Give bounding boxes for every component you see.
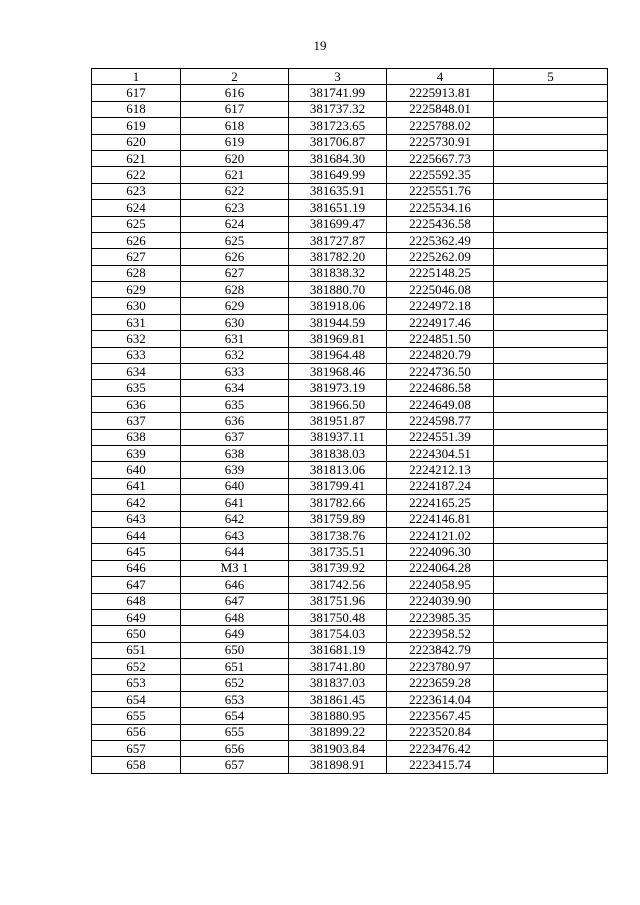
note-cell (494, 544, 608, 560)
note-cell (494, 626, 608, 642)
note-cell (494, 577, 608, 593)
previous-point-cell: 620 (181, 150, 289, 166)
y-coordinate-cell: 2224598.77 (387, 413, 494, 429)
table-row (92, 331, 608, 347)
point-number-cell: 620 (92, 134, 181, 150)
x-coordinate-cell: 381750.48 (289, 609, 387, 625)
previous-point-cell: 639 (181, 462, 289, 478)
x-coordinate-cell: 381861.45 (289, 691, 387, 707)
previous-point-cell: 640 (181, 478, 289, 494)
y-coordinate-cell: 2225730.91 (387, 134, 494, 150)
table-row (92, 101, 608, 117)
point-number-cell: 631 (92, 314, 181, 330)
previous-point-cell: 656 (181, 741, 289, 757)
y-coordinate-cell: 2224058.95 (387, 577, 494, 593)
table-row (92, 609, 608, 625)
y-coordinate-cell: 2223520.84 (387, 724, 494, 740)
previous-point-cell: 637 (181, 429, 289, 445)
previous-point-cell: 655 (181, 724, 289, 740)
x-coordinate-cell: 381651.19 (289, 200, 387, 216)
x-coordinate-cell: 381969.81 (289, 331, 387, 347)
x-coordinate-cell: 381880.70 (289, 282, 387, 298)
y-coordinate-cell: 2225913.81 (387, 85, 494, 101)
table-row (92, 511, 608, 527)
note-cell (494, 118, 608, 134)
table-row (92, 150, 608, 166)
column-header: 4 (387, 69, 494, 85)
y-coordinate-cell: 2224736.50 (387, 364, 494, 380)
point-number-cell: 639 (92, 445, 181, 461)
x-coordinate-cell: 381723.65 (289, 118, 387, 134)
previous-point-cell: 625 (181, 232, 289, 248)
previous-point-cell: 623 (181, 200, 289, 216)
x-coordinate-cell: 381782.66 (289, 495, 387, 511)
previous-point-cell: 657 (181, 757, 289, 773)
note-cell (494, 200, 608, 216)
previous-point-cell: 621 (181, 167, 289, 183)
table-header-row (92, 69, 608, 85)
previous-point-cell: 654 (181, 708, 289, 724)
x-coordinate-cell: 381754.03 (289, 626, 387, 642)
coordinates-table (91, 68, 608, 774)
x-coordinate-cell: 381918.06 (289, 298, 387, 314)
previous-point-cell: 624 (181, 216, 289, 232)
x-coordinate-cell: 381699.47 (289, 216, 387, 232)
point-number-cell: 648 (92, 593, 181, 609)
y-coordinate-cell: 2224820.79 (387, 347, 494, 363)
y-coordinate-cell: 2223415.74 (387, 757, 494, 773)
previous-point-cell: 629 (181, 298, 289, 314)
table-row (92, 364, 608, 380)
previous-point-cell: 631 (181, 331, 289, 347)
note-cell (494, 314, 608, 330)
point-number-cell: 618 (92, 101, 181, 117)
note-cell (494, 757, 608, 773)
note-cell (494, 298, 608, 314)
y-coordinate-cell: 2225148.25 (387, 265, 494, 281)
point-number-cell: 626 (92, 232, 181, 248)
y-coordinate-cell: 2224165.25 (387, 495, 494, 511)
x-coordinate-cell: 381951.87 (289, 413, 387, 429)
table-row (92, 282, 608, 298)
x-coordinate-cell: 381880.95 (289, 708, 387, 724)
note-cell (494, 495, 608, 511)
previous-point-cell: 651 (181, 659, 289, 675)
table-row (92, 298, 608, 314)
note-cell (494, 560, 608, 576)
note-cell (494, 445, 608, 461)
note-cell (494, 527, 608, 543)
x-coordinate-cell: 381684.30 (289, 150, 387, 166)
y-coordinate-cell: 2224096.30 (387, 544, 494, 560)
point-number-cell: 630 (92, 298, 181, 314)
note-cell (494, 150, 608, 166)
x-coordinate-cell: 381799.41 (289, 478, 387, 494)
table-row (92, 462, 608, 478)
previous-point-cell: 622 (181, 183, 289, 199)
table-row (92, 118, 608, 134)
note-cell (494, 708, 608, 724)
x-coordinate-cell: 381937.11 (289, 429, 387, 445)
previous-point-cell: 648 (181, 609, 289, 625)
y-coordinate-cell: 2224851.50 (387, 331, 494, 347)
point-number-cell: 657 (92, 741, 181, 757)
table-row (92, 757, 608, 773)
previous-point-cell: 643 (181, 527, 289, 543)
table-row (92, 560, 608, 576)
x-coordinate-cell: 381735.51 (289, 544, 387, 560)
table-row (92, 429, 608, 445)
table-row (92, 593, 608, 609)
y-coordinate-cell: 2223842.79 (387, 642, 494, 658)
point-number-cell: 624 (92, 200, 181, 216)
previous-point-cell: 633 (181, 364, 289, 380)
table-row (92, 183, 608, 199)
x-coordinate-cell: 381649.99 (289, 167, 387, 183)
y-coordinate-cell: 2223985.35 (387, 609, 494, 625)
table-row (92, 249, 608, 265)
x-coordinate-cell: 381964.48 (289, 347, 387, 363)
column-header: 5 (494, 69, 608, 85)
y-coordinate-cell: 2223614.04 (387, 691, 494, 707)
note-cell (494, 396, 608, 412)
point-number-cell: 637 (92, 413, 181, 429)
x-coordinate-cell: 381759.89 (289, 511, 387, 527)
note-cell (494, 85, 608, 101)
table-row (92, 659, 608, 675)
point-number-cell: 622 (92, 167, 181, 183)
x-coordinate-cell: 381738.76 (289, 527, 387, 543)
x-coordinate-cell: 381973.19 (289, 380, 387, 396)
point-number-cell: 654 (92, 691, 181, 707)
previous-point-cell: 619 (181, 134, 289, 150)
table-row (92, 741, 608, 757)
previous-point-cell: 618 (181, 118, 289, 134)
y-coordinate-cell: 2224146.81 (387, 511, 494, 527)
y-coordinate-cell: 2224121.02 (387, 527, 494, 543)
x-coordinate-cell: 381739.92 (289, 560, 387, 576)
x-coordinate-cell: 381813.06 (289, 462, 387, 478)
note-cell (494, 675, 608, 691)
y-coordinate-cell: 2223659.28 (387, 675, 494, 691)
point-number-cell: 627 (92, 249, 181, 265)
x-coordinate-cell: 381966.50 (289, 396, 387, 412)
x-coordinate-cell: 381838.32 (289, 265, 387, 281)
previous-point-cell: 646 (181, 577, 289, 593)
x-coordinate-cell: 381737.32 (289, 101, 387, 117)
x-coordinate-cell: 381741.99 (289, 85, 387, 101)
table-row (92, 134, 608, 150)
note-cell (494, 183, 608, 199)
x-coordinate-cell: 381706.87 (289, 134, 387, 150)
note-cell (494, 167, 608, 183)
point-number-cell: 643 (92, 511, 181, 527)
y-coordinate-cell: 2224212.13 (387, 462, 494, 478)
point-number-cell: 655 (92, 708, 181, 724)
previous-point-cell: МЗ 1 (181, 560, 289, 576)
previous-point-cell: 616 (181, 85, 289, 101)
previous-point-cell: 642 (181, 511, 289, 527)
table-row (92, 85, 608, 101)
x-coordinate-cell: 381899.22 (289, 724, 387, 740)
y-coordinate-cell: 2225667.73 (387, 150, 494, 166)
y-coordinate-cell: 2225534.16 (387, 200, 494, 216)
note-cell (494, 741, 608, 757)
point-number-cell: 641 (92, 478, 181, 494)
previous-point-cell: 630 (181, 314, 289, 330)
column-header: 1 (92, 69, 181, 85)
x-coordinate-cell: 381968.46 (289, 364, 387, 380)
table-row (92, 265, 608, 281)
table-row (92, 691, 608, 707)
table-row (92, 396, 608, 412)
y-coordinate-cell: 2224039.90 (387, 593, 494, 609)
y-coordinate-cell: 2223567.45 (387, 708, 494, 724)
note-cell (494, 282, 608, 298)
y-coordinate-cell: 2224686.58 (387, 380, 494, 396)
y-coordinate-cell: 2225848.01 (387, 101, 494, 117)
previous-point-cell: 627 (181, 265, 289, 281)
point-number-cell: 633 (92, 347, 181, 363)
previous-point-cell: 628 (181, 282, 289, 298)
table-row (92, 413, 608, 429)
x-coordinate-cell: 381944.59 (289, 314, 387, 330)
point-number-cell: 652 (92, 659, 181, 675)
point-number-cell: 638 (92, 429, 181, 445)
previous-point-cell: 634 (181, 380, 289, 396)
point-number-cell: 658 (92, 757, 181, 773)
note-cell (494, 364, 608, 380)
y-coordinate-cell: 2225362.49 (387, 232, 494, 248)
y-coordinate-cell: 2224187.24 (387, 478, 494, 494)
previous-point-cell: 647 (181, 593, 289, 609)
note-cell (494, 331, 608, 347)
table-row (92, 445, 608, 461)
x-coordinate-cell: 381741.80 (289, 659, 387, 675)
note-cell (494, 134, 608, 150)
y-coordinate-cell: 2224972.18 (387, 298, 494, 314)
point-number-cell: 650 (92, 626, 181, 642)
previous-point-cell: 653 (181, 691, 289, 707)
y-coordinate-cell: 2225592.35 (387, 167, 494, 183)
previous-point-cell: 626 (181, 249, 289, 265)
point-number-cell: 647 (92, 577, 181, 593)
y-coordinate-cell: 2223780.97 (387, 659, 494, 675)
point-number-cell: 619 (92, 118, 181, 134)
column-header: 2 (181, 69, 289, 85)
point-number-cell: 623 (92, 183, 181, 199)
note-cell (494, 609, 608, 625)
note-cell (494, 265, 608, 281)
note-cell (494, 659, 608, 675)
point-number-cell: 632 (92, 331, 181, 347)
table-row (92, 495, 608, 511)
note-cell (494, 593, 608, 609)
note-cell (494, 691, 608, 707)
note-cell (494, 380, 608, 396)
note-cell (494, 478, 608, 494)
table-row (92, 527, 608, 543)
point-number-cell: 644 (92, 527, 181, 543)
note-cell (494, 511, 608, 527)
column-header: 3 (289, 69, 387, 85)
table-row (92, 544, 608, 560)
point-number-cell: 629 (92, 282, 181, 298)
point-number-cell: 649 (92, 609, 181, 625)
note-cell (494, 642, 608, 658)
point-number-cell: 651 (92, 642, 181, 658)
y-coordinate-cell: 2225788.02 (387, 118, 494, 134)
x-coordinate-cell: 381903.84 (289, 741, 387, 757)
x-coordinate-cell: 381898.91 (289, 757, 387, 773)
page-number: 19 (313, 38, 327, 53)
table-row (92, 626, 608, 642)
x-coordinate-cell: 381681.19 (289, 642, 387, 658)
x-coordinate-cell: 381782.20 (289, 249, 387, 265)
table-row (92, 380, 608, 396)
point-number-cell: 628 (92, 265, 181, 281)
x-coordinate-cell: 381838.03 (289, 445, 387, 461)
previous-point-cell: 632 (181, 347, 289, 363)
table-row (92, 577, 608, 593)
table-row (92, 642, 608, 658)
previous-point-cell: 641 (181, 495, 289, 511)
note-cell (494, 216, 608, 232)
point-number-cell: 656 (92, 724, 181, 740)
point-number-cell: 653 (92, 675, 181, 691)
y-coordinate-cell: 2224064.28 (387, 560, 494, 576)
previous-point-cell: 635 (181, 396, 289, 412)
point-number-cell: 645 (92, 544, 181, 560)
point-number-cell: 646 (92, 560, 181, 576)
table-body (92, 85, 608, 773)
x-coordinate-cell: 381727.87 (289, 232, 387, 248)
point-number-cell: 625 (92, 216, 181, 232)
point-number-cell: 640 (92, 462, 181, 478)
y-coordinate-cell: 2223476.42 (387, 741, 494, 757)
note-cell (494, 462, 608, 478)
table-row (92, 478, 608, 494)
x-coordinate-cell: 381837.03 (289, 675, 387, 691)
point-number-cell: 635 (92, 380, 181, 396)
note-cell (494, 724, 608, 740)
point-number-cell: 636 (92, 396, 181, 412)
table-row (92, 167, 608, 183)
note-cell (494, 413, 608, 429)
y-coordinate-cell: 2225551.76 (387, 183, 494, 199)
table-row (92, 232, 608, 248)
point-number-cell: 642 (92, 495, 181, 511)
y-coordinate-cell: 2224551.39 (387, 429, 494, 445)
table-row (92, 347, 608, 363)
x-coordinate-cell: 381742.56 (289, 577, 387, 593)
previous-point-cell: 636 (181, 413, 289, 429)
table-row (92, 724, 608, 740)
note-cell (494, 101, 608, 117)
x-coordinate-cell: 381751.96 (289, 593, 387, 609)
previous-point-cell: 644 (181, 544, 289, 560)
previous-point-cell: 650 (181, 642, 289, 658)
note-cell (494, 347, 608, 363)
y-coordinate-cell: 2223958.52 (387, 626, 494, 642)
y-coordinate-cell: 2225262.09 (387, 249, 494, 265)
point-number-cell: 617 (92, 85, 181, 101)
note-cell (494, 249, 608, 265)
y-coordinate-cell: 2224917.46 (387, 314, 494, 330)
point-number-cell: 621 (92, 150, 181, 166)
previous-point-cell: 638 (181, 445, 289, 461)
y-coordinate-cell: 2224304.51 (387, 445, 494, 461)
previous-point-cell: 649 (181, 626, 289, 642)
y-coordinate-cell: 2225436.58 (387, 216, 494, 232)
previous-point-cell: 652 (181, 675, 289, 691)
note-cell (494, 429, 608, 445)
note-cell (494, 232, 608, 248)
table-row (92, 314, 608, 330)
table-row (92, 216, 608, 232)
table-row (92, 675, 608, 691)
y-coordinate-cell: 2225046.08 (387, 282, 494, 298)
table-row (92, 200, 608, 216)
table-row (92, 708, 608, 724)
y-coordinate-cell: 2224649.08 (387, 396, 494, 412)
x-coordinate-cell: 381635.91 (289, 183, 387, 199)
point-number-cell: 634 (92, 364, 181, 380)
previous-point-cell: 617 (181, 101, 289, 117)
